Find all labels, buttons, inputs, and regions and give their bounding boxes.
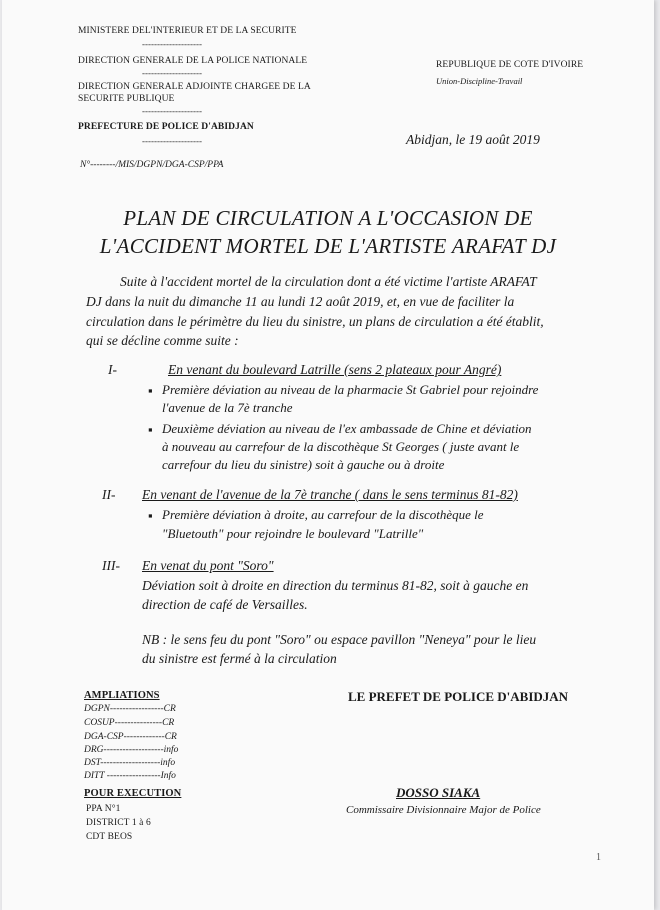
national-motto: Union-Discipline-Travail: [436, 76, 523, 86]
separator: --------------------: [142, 106, 202, 116]
ampliation-row: DGPN-----------------CR: [84, 704, 176, 714]
prefecture-name: PREFECTURE DE POLICE D'ABIDJAN: [78, 122, 254, 132]
section-text: Déviation soit à droite en direction du terminus 81-82, soit à gauche en: [142, 578, 529, 593]
section-numeral: I-: [108, 362, 117, 377]
section-text: direction de café de Versailles.: [142, 597, 308, 612]
bullet-line: l'avenue de la 7è tranche: [162, 400, 293, 415]
ministry-name: MINISTERE DEL'INTERIEUR ET DE LA SECURITE: [78, 26, 297, 36]
intro-line: qui se décline comme suite :: [86, 333, 239, 348]
separator: --------------------: [142, 136, 202, 146]
intro-line: circulation dans le périmètre du lieu du sinistre, un plans de circulation a été établit,: [86, 314, 544, 329]
ampliation-row: DST-------------------info: [84, 758, 176, 768]
execution-row: CDT BEOS: [86, 832, 133, 842]
execution-row: DISTRICT 1 à 6: [86, 818, 151, 828]
section-heading: En venant du boulevard Latrille (sens 2 plateaux pour Angré): [168, 362, 502, 377]
signatory-rank: Commissaire Divisionnaire Major de Police: [346, 804, 541, 816]
dga-name-line1: DIRECTION GENERALE ADJOINTE CHARGEE DE LA: [78, 82, 311, 92]
bullet-line: carrefour du lieu du sinistre) soit à gauche ou à droite: [162, 457, 445, 472]
title-line2: L'ACCIDENT MORTEL DE L'ARTISTE ARAFAT DJ: [99, 234, 557, 258]
bullet-marker: ▪: [148, 383, 153, 398]
title-line1: PLAN DE CIRCULATION A L'OCCASION DE: [123, 206, 533, 230]
reference-number: N°--------/MIS/DGPN/DGA-CSP/PPA: [80, 160, 224, 170]
dga-name-line2: SECURITE PUBLIQUE: [78, 94, 175, 104]
bullet-marker: ▪: [148, 508, 153, 523]
ampliation-row: DITT -----------------Info: [84, 771, 176, 781]
nb-note: du sinistre est fermé à la circulation: [142, 651, 337, 666]
section-heading: En venat du pont "Soro": [142, 558, 274, 573]
bullet-line: Première déviation à droite, au carrefour de la discothèque le: [162, 507, 484, 522]
bullet-line: à nouveau au carrefour de la discothèque St Georges ( juste avant le: [162, 439, 520, 454]
page-number: 1: [596, 852, 601, 863]
bullet-marker: ▪: [148, 422, 153, 437]
intro-line: DJ dans la nuit du dimanche 11 au lundi 12 août 2019, et, en vue de faciliter la: [86, 294, 515, 309]
document-page: [2, 0, 654, 910]
section-numeral: II-: [102, 487, 116, 502]
section-heading: En venant de l'avenue de la 7è tranche ( dans le sens terminus 81-82): [142, 487, 518, 502]
bullet-line: Première déviation au niveau de la pharmacie St Gabriel pour rejoindre: [162, 382, 539, 397]
ampliations-heading: AMPLIATIONS: [84, 690, 160, 701]
republic-name: REPUBLIQUE DE COTE D'IVOIRE: [436, 60, 584, 70]
separator: --------------------: [142, 68, 202, 78]
nb-note: NB : le sens feu du pont "Soro" ou espace pavillon "Neneya" pour le lieu: [142, 632, 537, 647]
ampliation-row: COSUP---------------CR: [84, 718, 175, 728]
intro-line: Suite à l'accident mortel de la circulation dont a été victime l'artiste ARAFAT: [120, 274, 537, 289]
document-date: Abidjan, le 19 août 2019: [406, 132, 540, 147]
prefect-title: LE PREFET DE POLICE D'ABIDJAN: [348, 689, 569, 704]
execution-heading: POUR EXECUTION: [84, 788, 182, 799]
section-numeral: III-: [102, 558, 120, 573]
execution-row: PPA N°1: [86, 804, 121, 814]
ampliation-row: DRG-------------------info: [84, 745, 179, 755]
bullet-line: "Bluetouth" pour rejoindre le boulevard "Latrille": [162, 526, 424, 541]
signatory-name: DOSSO SIAKA: [396, 785, 481, 800]
ampliation-row: DGA-CSP-------------CR: [84, 732, 177, 742]
dgpn-name: DIRECTION GENERALE DE LA POLICE NATIONALE: [78, 56, 308, 66]
separator: --------------------: [142, 39, 202, 49]
bullet-line: Deuxième déviation au niveau de l'ex ambassade de Chine et déviation: [162, 421, 532, 436]
